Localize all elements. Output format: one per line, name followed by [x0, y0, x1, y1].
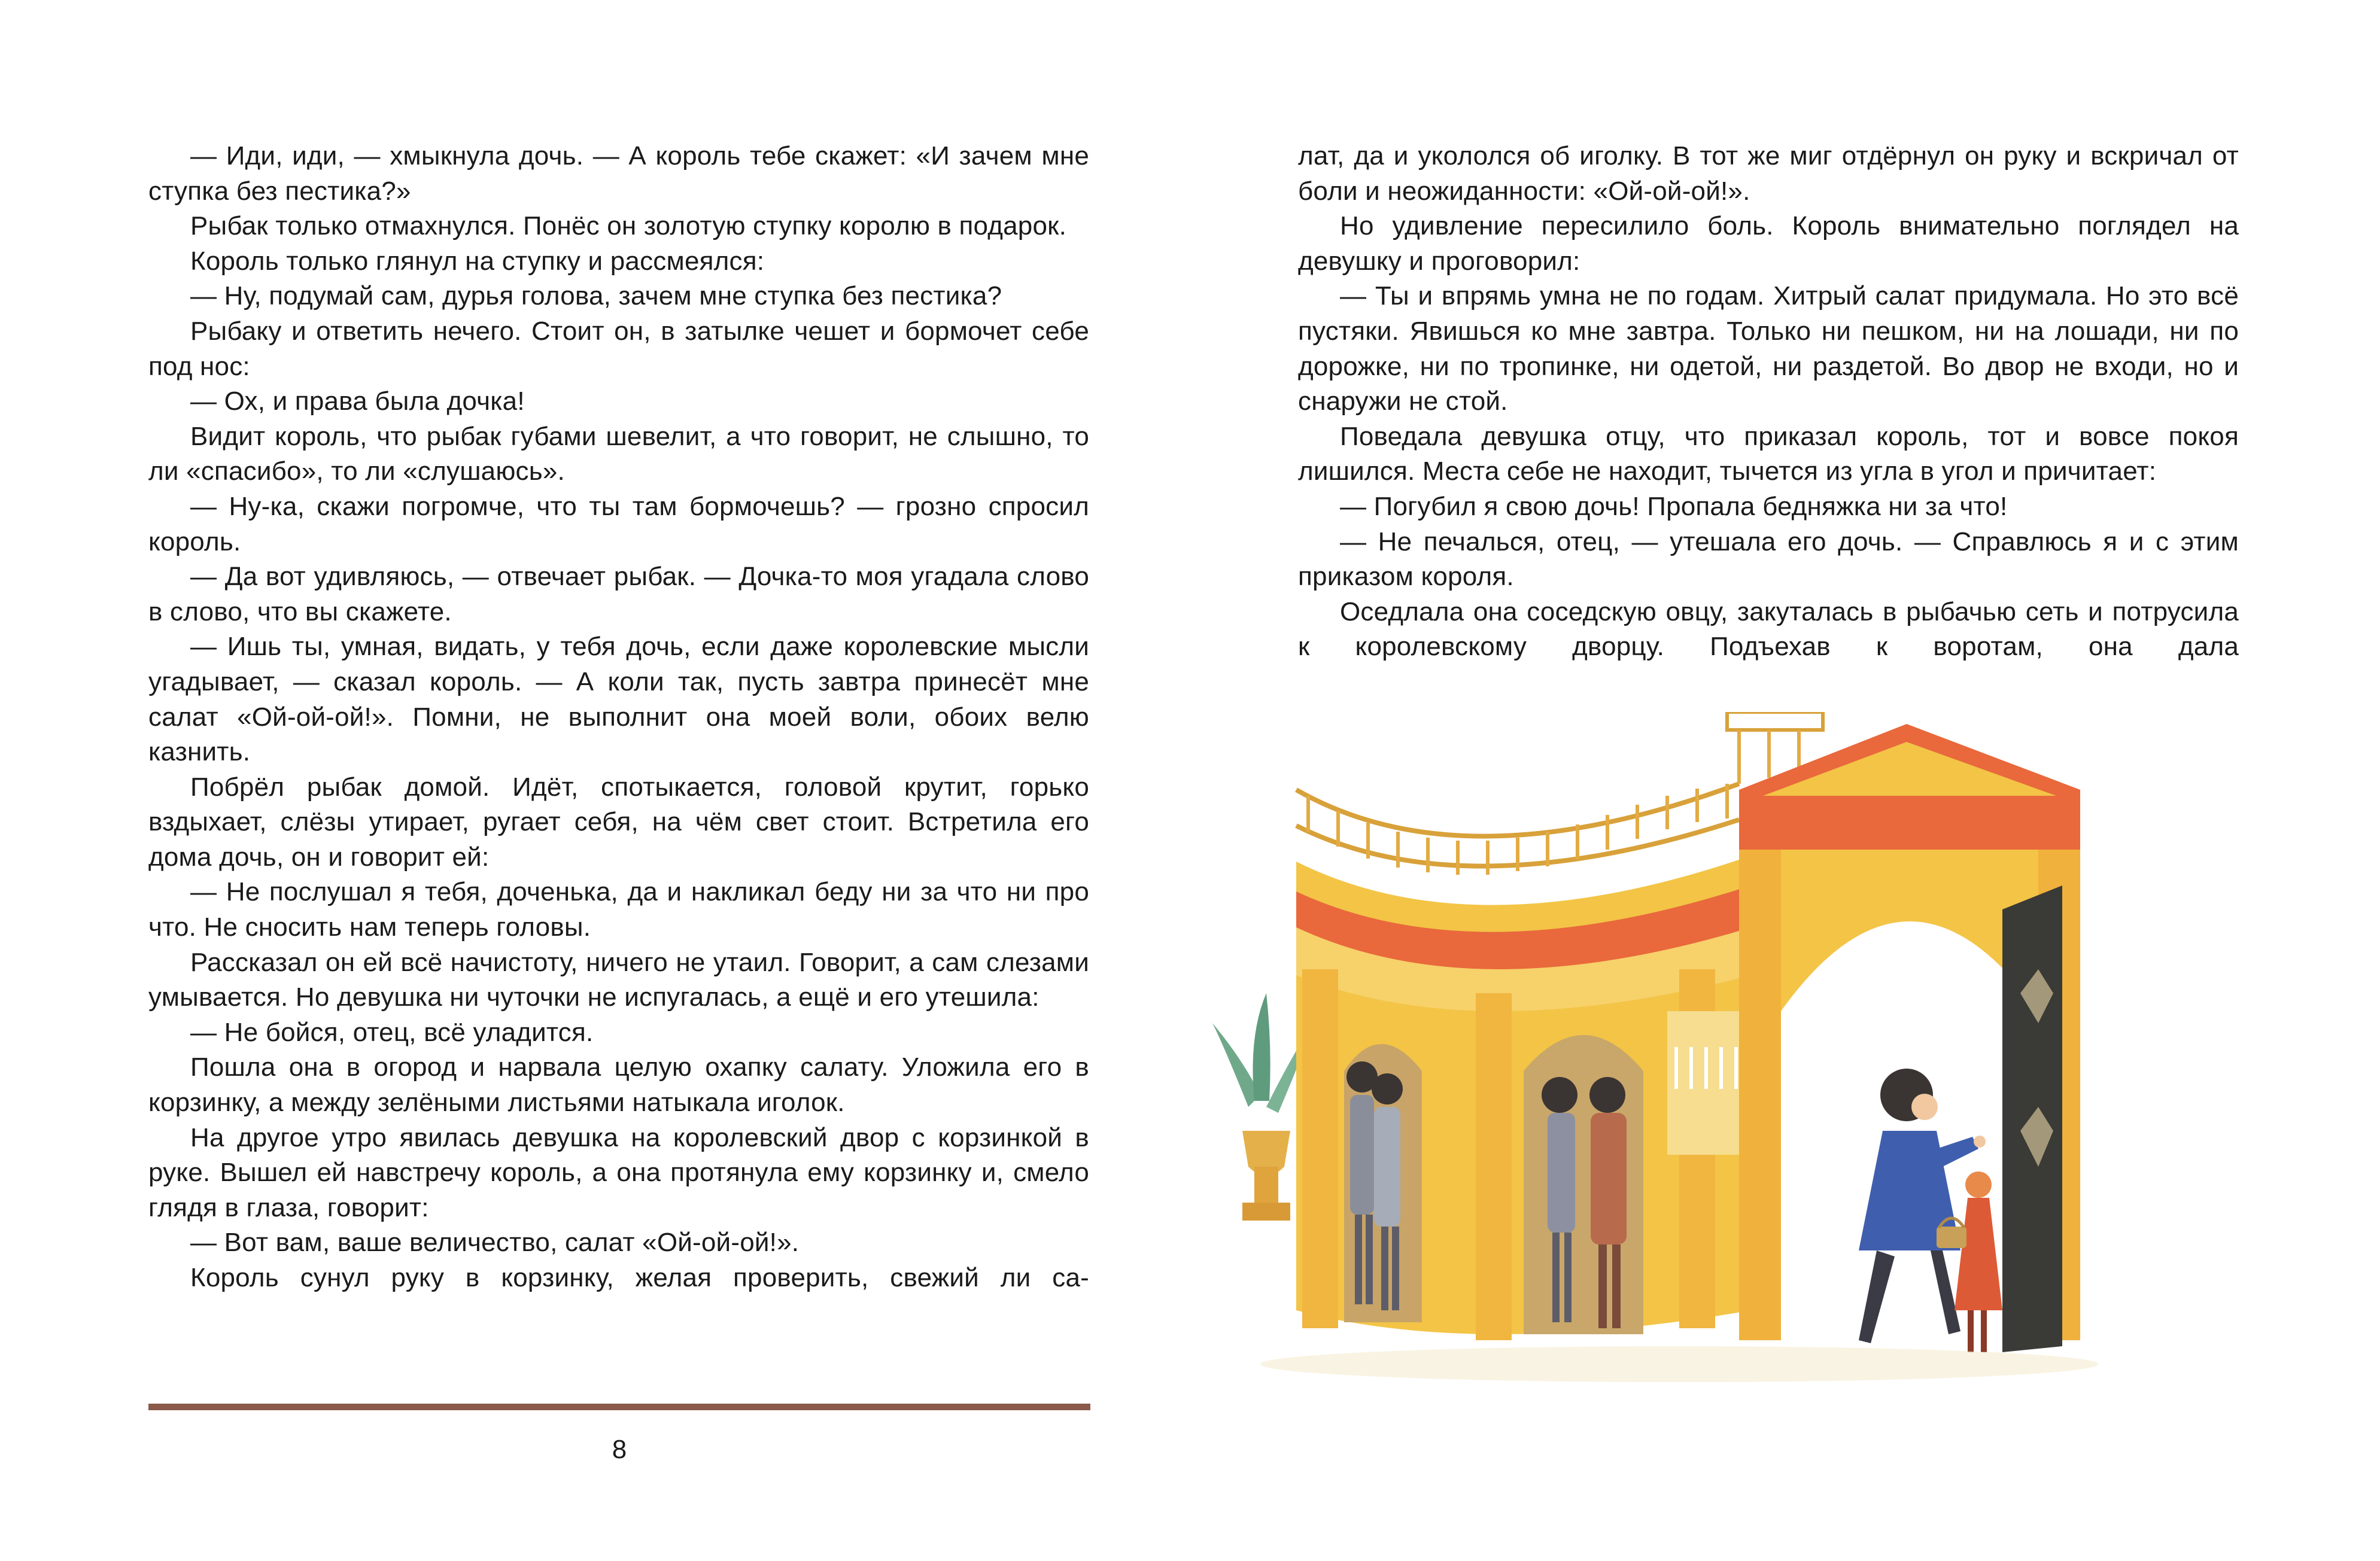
paragraph: Но удивление пересилило боль. Король внимательно поглядел на девушку и проговорил: — [1298, 211, 2239, 276]
paragraph: На другое утро явилась девушка на королевский двор с корзинкой в руке. Вышел ей навстречу король, а она протянула ему корзинку и, смело глядя в глаза, говорит: — [148, 1122, 1089, 1222]
paragraph: — Ох, и права была дочка! — [190, 387, 525, 416]
paragraph-last: Король сунул руку в корзинку, желая проверить, свежий ли са- — [190, 1263, 1089, 1292]
paragraph: Король только глянул на ступку и рассмеялся: — [190, 246, 765, 276]
right-text-column — [1298, 139, 2239, 665]
paragraph: Видит король, что рыбак губами шевелит, а что говорит, не слышно, то ли «спасибо», то ли «слушаюсь». — [148, 421, 1089, 486]
footer-rule — [148, 1404, 1090, 1410]
illustration-svg — [1212, 712, 2278, 1448]
paragraph: Поведала девушка отцу, что приказал король, тот и вовсе покоя лишился. Места себе не находит, тычется из угла в угол и причитает: — [1298, 421, 2239, 486]
paragraph: — Ну, подумай сам, дурья голова, зачем мне ступка без пестика? — [190, 281, 1002, 311]
palace-courtyard-illustration — [1212, 712, 2278, 1448]
paragraph: — Погубил я свою дочь! Пропала бедняжка ни за что! — [1340, 491, 2008, 521]
paragraph: Рыбаку и ответить нечего. Стоит он, в затылке чешет и бормочет себе под нос: — [148, 316, 1089, 381]
left-text-column — [148, 139, 1089, 1296]
paragraph: — Не бойся, отец, всё уладится. — [190, 1017, 594, 1047]
paragraph: — Вот вам, ваше величество, салат «Ой-ой-ой!». — [190, 1228, 800, 1258]
paragraph: — Не печалься, отец, — утешала его дочь. — Справлюсь я и с этим приказом короля. — [1298, 527, 2239, 592]
paragraph: Пошла она в огород и нарвала целую охапку салату. Уложила его в корзинку, а между зелёными листьями натыкала иголок. — [148, 1052, 1089, 1118]
paragraph: — Иди, иди, — хмыкнула дочь. — А король тебе скажет: «И зачем мне ступка без пестика?» — [148, 141, 1089, 206]
paragraph: — Не послушал я тебя, доченька, да и накликал беду ни за что ни про что. Не сносить нам теперь головы. — [148, 877, 1089, 942]
paragraph: — Да вот удивляюсь, — отвечает рыбак. — Дочка-то моя угадала слово в слово, что вы скажете. — [148, 562, 1089, 626]
right-page — [1190, 0, 2380, 1561]
paragraph: — Ты и впрямь умна не по годам. Хитрый салат придумала. Но это всё пустяки. Явишься ко мне завтра. Только ни пешком, ни на лошади, ни по дорожке, ни по тропинке, ни одетой, ни раздетой. Во двор не входи, но и снаружи не стой. — [1298, 281, 2239, 416]
paragraph: Рыбак только отмахнулся. Понёс он золотую ступку королю в подарок. — [190, 211, 1066, 241]
paragraph: Оседлала она соседскую овцу, закуталась в рыбачью сеть и потрусила к королевскому дворцу. Подъехав к воротам, она дала — [1298, 597, 2239, 662]
paragraph: — Ну-ка, скажи погромче, что ты там бормочешь? — грозно спросил король. — [148, 491, 1089, 556]
paragraph: Побрёл рыбак домой. Идёт, спотыкается, головой крутит, горько вздыхает, слёзы утирает, ругает себя, на чём свет стоит. Встретила его дома дочь, он и говорит ей: — [148, 772, 1089, 872]
page-number: 8 — [612, 1435, 627, 1464]
paragraph-continuation: лат, да и укололся об иголку. В тот же миг отдёрнул он руку и вскричал от боли и неожиданности: «Ой-ой-ой!». — [1298, 141, 2239, 206]
dark-door — [2002, 886, 2062, 1352]
paragraph: Рассказал он ей всё начистоту, ничего не утаил. Говорит, а сам слезами умывается. Но девушка ни чуточки не испугалась, а ещё и его утешила: — [148, 947, 1089, 1012]
paragraph: — Ишь ты, умная, видать, у тебя дочь, если даже королевские мысли угадывает, — сказал король. — А коли так, пусть завтра принесёт мне салат «Ой-ой-ой!». Помни, не выполнит она моей воли, обоих велю казнить. — [148, 632, 1089, 767]
